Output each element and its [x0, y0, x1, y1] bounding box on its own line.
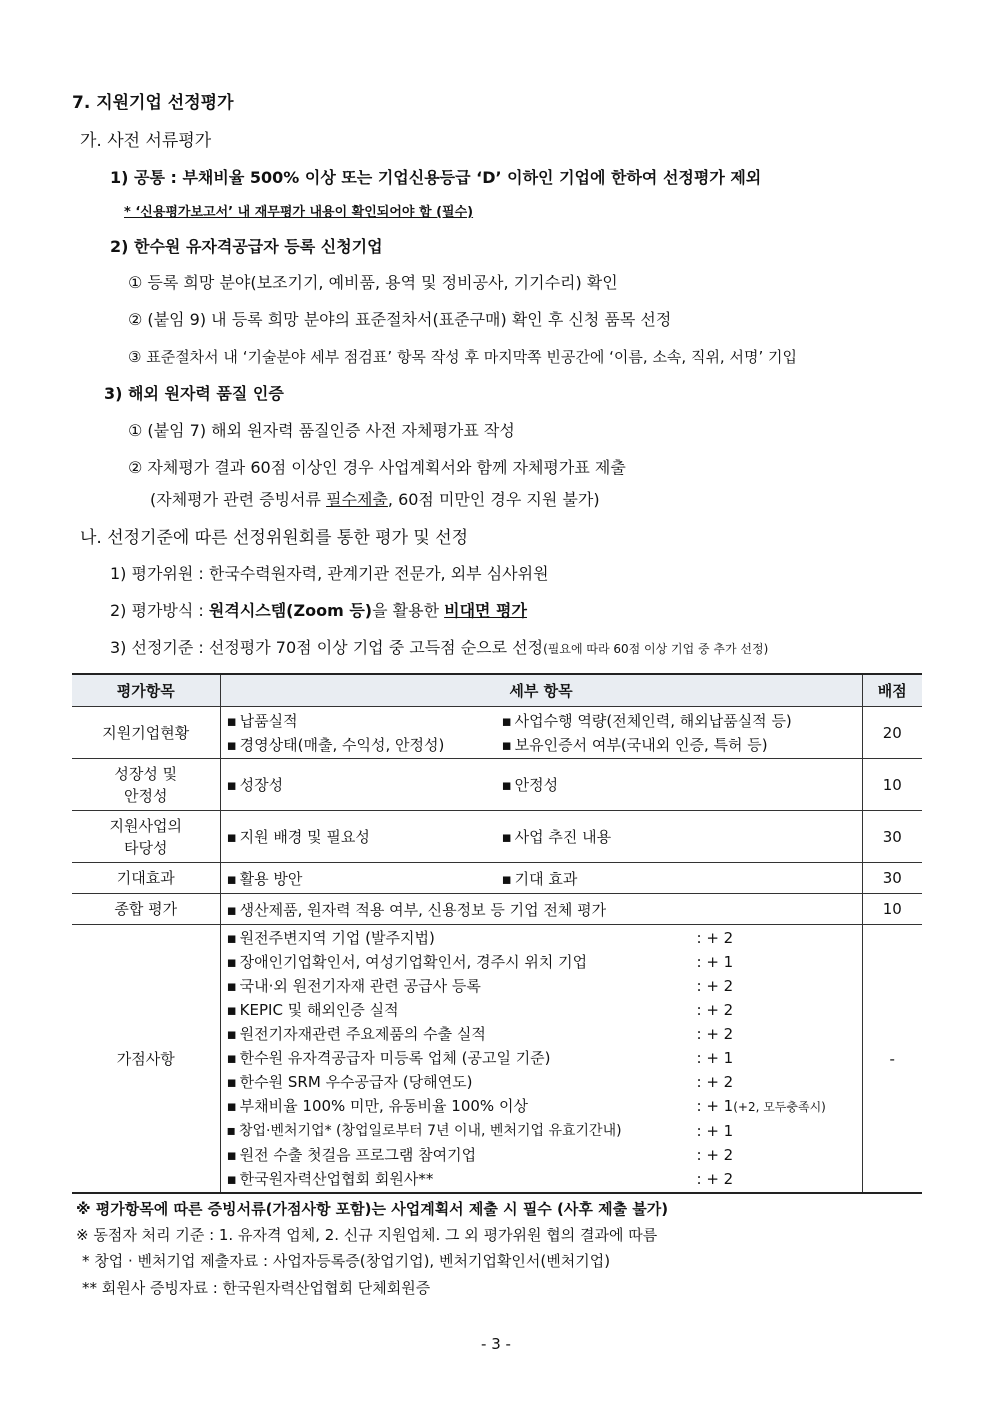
na-item-2-pre: 2) 평가방식 : [110, 601, 209, 620]
page-number: - 3 - [481, 1335, 511, 1353]
bonus-points-value: : + 1 [696, 1097, 734, 1115]
row-score: 30 [862, 863, 922, 894]
row-category: 지원기업현황 [72, 707, 220, 759]
bonus-item-label: ▪ 부채비율 100% 미만, 유동비율 100% 이상 [227, 1094, 697, 1119]
detail-item: ▪ 안정성 [502, 774, 856, 795]
ga-item-1: 1) 공통 : 부채비율 500% 이상 또는 기업신용등급 ‘D’ 이하인 기업에 한하여 선정평가 제외 [110, 168, 762, 187]
detail-item: ▪ 성장성 [227, 774, 502, 795]
category-line: 타당성 [124, 838, 168, 857]
bonus-item-points: : + 1 [696, 1049, 734, 1067]
header-category: 평가항목 [72, 674, 220, 707]
detail-item: ▪ 활용 방안 [227, 868, 502, 889]
row-score: 10 [862, 759, 922, 811]
bonus-item-points: : + 2 [696, 1073, 734, 1091]
bonus-points-note: (+2, 모두충족시) [733, 1100, 826, 1114]
detail-item: ▪ 납품실적 [227, 709, 502, 733]
ga-item-1-note: * ‘신용평가보고서’ 내 재무평가 내용이 확인되어야 함 (필수) [124, 205, 474, 220]
bonus-item-points: : + 1 [696, 953, 734, 971]
na-item-2-mid: 을 활용한 [372, 601, 445, 620]
na-item-1: 1) 평가위원 : 한국수력원자력, 관계기관 전문가, 외부 심사위원 [110, 564, 549, 583]
bonus-item-points: : + 2 [696, 1001, 734, 1019]
ga-item-3-2: ② 자체평가 결과 60점 이상인 경우 사업계획서와 함께 자체평가표 제출 [128, 458, 626, 477]
na-item-3-main: 3) 선정기준 : 선정평가 70점 이상 기업 중 고득점 순으로 선정 [110, 638, 544, 657]
subsection-na-title: 나. 선정기준에 따른 선정위원회를 통한 평가 및 선정 [80, 528, 469, 548]
detail-item: ▪ 경영상태(매출, 수익성, 안정성) [227, 733, 502, 757]
bonus-item-label: ▪ 원전기자재관련 주요제품의 수출 실적 [227, 1022, 697, 1046]
bonus-item-label: ▪ 장애인기업확인서, 여성기업확인서, 경주시 위치 기업 [227, 950, 697, 974]
ga-item-2-3: ③ 표준절차서 내 ‘기술분야 세부 점검표’ 항목 작성 후 마지막쪽 빈공간에 ‘이름, 소속, 직위, 서명’ 기입 [128, 348, 797, 366]
bonus-item-label: ▪ 한수원 유자격공급자 미등록 업체 (공고일 기준) [227, 1046, 697, 1070]
bonus-item-label: ▪ 원전 수출 첫걸음 프로그램 참여기업 [227, 1143, 697, 1167]
row-category [72, 811, 220, 863]
bonus-item-label: ▪ 국내·외 원전기자재 관련 공급사 등록 [227, 974, 697, 998]
bonus-detail [220, 925, 862, 1194]
row-score: 30 [862, 811, 922, 863]
table-row [72, 894, 922, 925]
section-title: 7. 지원기업 선정평가 [72, 93, 234, 113]
na-item-2 [110, 600, 527, 622]
bonus-item-points: : + 2 [696, 1170, 734, 1188]
table-row [72, 863, 922, 894]
category-line: 지원사업의 [109, 816, 182, 835]
detail-item: ▪ 사업수행 역량(전체인력, 해외납품실적 등) [502, 709, 856, 733]
table-row [72, 707, 922, 759]
row-category: 종합 평가 [72, 894, 220, 925]
bonus-item-points [697, 1094, 856, 1119]
na-item-3-small: (필요에 따라 60점 이상 기업 중 추가 선정) [543, 642, 769, 656]
category-line: 성장성 및 [114, 764, 178, 783]
ga-item-3-3-post: , 60점 미만인 경우 지원 불가) [387, 490, 600, 509]
bonus-item-label: ▪ 한국원자력산업협회 회원사** [227, 1167, 697, 1191]
ga-item-3-3 [150, 489, 600, 511]
subsection-ga-title: 가. 사전 서류평가 [80, 131, 212, 151]
note-required-docs: ※ 평가항목에 따른 증빙서류(가점사항 포함)는 사업계획서 제출 시 필수 (사후 제출 불가) [76, 1200, 669, 1218]
ga-item-3: 3) 해외 원자력 품질 인증 [104, 384, 284, 403]
ga-item-2: 2) 한수원 유자격공급자 등록 신청기업 [110, 237, 383, 256]
note-tiebreak: ※ 동점자 처리 기준 : 1. 유자격 업체, 2. 신규 지원업체. 그 외 평가위원 협의 결과에 따름 [76, 1226, 658, 1244]
detail-item: ▪ 생산제품, 원자력 적용 여부, 신용정보 등 기업 전체 평가 [227, 901, 607, 919]
bonus-item-points: : + 2 [696, 977, 734, 995]
row-score: - [862, 925, 922, 1194]
row-detail [220, 863, 862, 894]
ga-item-3-3-pre: (자체평가 관련 증빙서류 [150, 490, 327, 509]
note-member-docs: ** 회원사 증빙자료 : 한국원자력산업협회 단체회원증 [82, 1279, 431, 1297]
ga-item-3-1: ① (붙임 7) 해외 원자력 품질인증 사전 자체평가표 작성 [128, 421, 515, 440]
row-category: 가점사항 [72, 925, 220, 1194]
ga-item-3-3-required: 필수제출 [326, 490, 388, 509]
ga-item-2-1: ① 등록 희망 분야(보조기기, 예비품, 용역 및 정비공사, 기기수리) 확인 [128, 273, 618, 292]
row-category [72, 759, 220, 811]
na-item-2-nonface: 비대면 평가 [444, 601, 527, 620]
ga-item-2-2: ② (붙임 9) 내 등록 희망 분야의 표준절차서(표준구매) 확인 후 신청 품목 선정 [128, 310, 672, 329]
detail-item: ▪ 기대 효과 [502, 868, 856, 889]
detail-item: ▪ 지원 배경 및 필요성 [227, 826, 502, 847]
header-score: 배점 [862, 674, 922, 707]
na-item-2-bold: 원격시스템(Zoom 등) [208, 601, 373, 620]
row-detail [220, 707, 862, 759]
table-header-row [72, 674, 922, 707]
na-item-3 [110, 637, 768, 660]
row-detail [220, 759, 862, 811]
evaluation-table [72, 673, 922, 1194]
bonus-item-points: : + 2 [696, 929, 734, 947]
bonus-item-label: ▪ 원전주변지역 기업 (발주지법) [227, 926, 697, 950]
table-row-bonus [72, 925, 922, 1194]
bonus-item-label: ▪ 한수원 SRM 우수공급자 (당해연도) [227, 1070, 697, 1094]
category-line: 안정성 [124, 786, 168, 805]
bonus-item-points: : + 2 [696, 1025, 734, 1043]
table-row [72, 811, 922, 863]
table-row [72, 759, 922, 811]
row-detail [220, 894, 862, 925]
row-detail [220, 811, 862, 863]
bonus-item-label: ▪ 창업·벤처기업* (창업일로부터 7년 이내, 벤처기업 유효기간내) [227, 1119, 697, 1143]
note-startup-docs: * 창업 · 벤처기업 제출자료 : 사업자등록증(창업기업), 벤처기업확인서(벤처기업) [82, 1252, 611, 1270]
detail-item: ▪ 보유인증서 여부(국내외 인증, 특허 등) [502, 733, 856, 757]
bonus-item-points: : + 1 [696, 1122, 734, 1140]
row-category: 기대효과 [72, 863, 220, 894]
detail-item: ▪ 사업 추진 내용 [502, 826, 856, 847]
bonus-item-label: ▪ KEPIC 및 해외인증 실적 [227, 998, 697, 1022]
header-detail: 세부 항목 [220, 674, 862, 707]
row-score: 20 [862, 707, 922, 759]
row-score: 10 [862, 894, 922, 925]
bonus-item-points: : + 2 [696, 1146, 734, 1164]
